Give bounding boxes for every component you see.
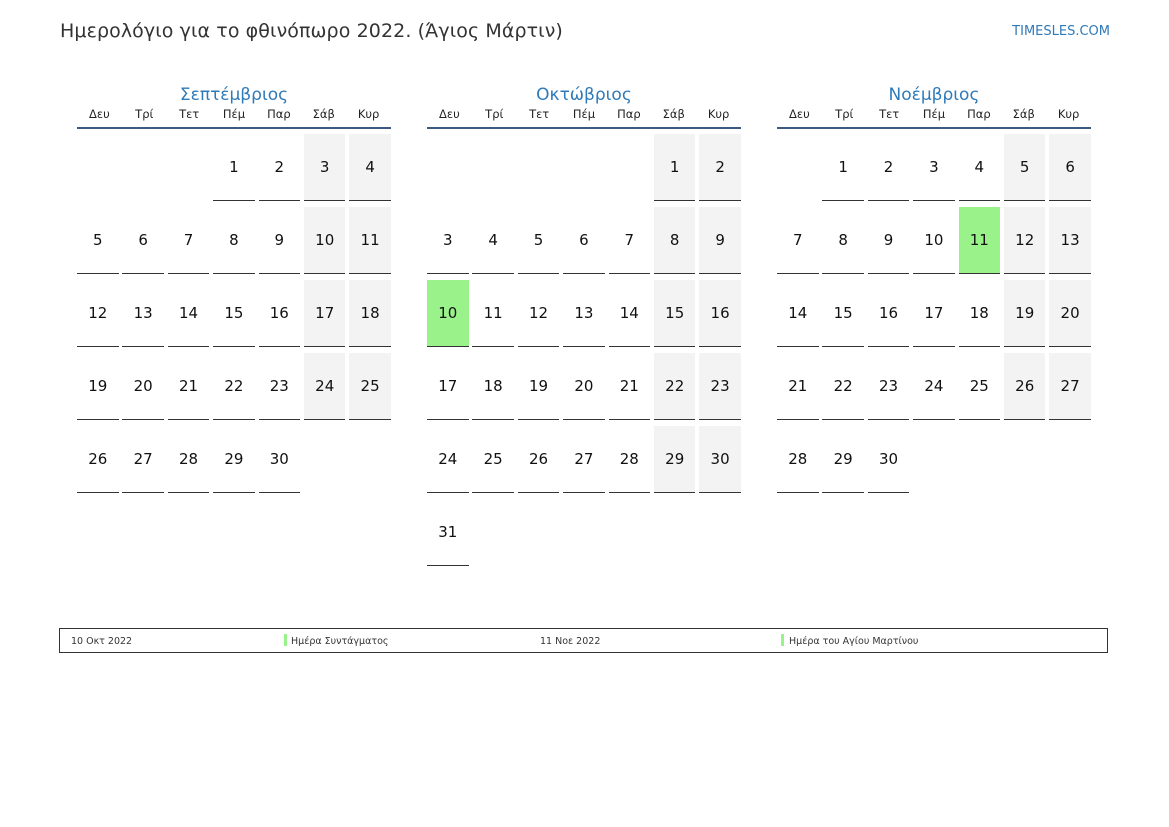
legend-date: 10 Οκτ 2022 [71, 636, 133, 647]
day-cell: 20 [563, 353, 605, 420]
day-cell: 5 [518, 207, 560, 274]
empty-cell [77, 134, 119, 201]
day-cell: 6 [1049, 134, 1091, 201]
day-cell: 29 [654, 426, 696, 493]
day-cell: 14 [168, 280, 210, 347]
empty-cell [563, 134, 605, 201]
day-cell: 3 [304, 134, 346, 201]
days-grid [777, 134, 1091, 493]
day-cell: 4 [472, 207, 514, 274]
day-cell: 26 [1004, 353, 1046, 420]
empty-cell [427, 134, 469, 201]
weekday-label: Πέμ [922, 107, 946, 121]
day-cell: 19 [1004, 280, 1046, 347]
day-cell: 1 [822, 134, 864, 201]
day-cell: 21 [777, 353, 819, 420]
day-cell: 19 [518, 353, 560, 420]
day-cell: 30 [699, 426, 741, 493]
day-cell: 8 [213, 207, 255, 274]
weekday-label: Τετ [179, 107, 200, 121]
month-october [427, 82, 741, 566]
day-cell: 17 [913, 280, 955, 347]
day-cell: 25 [349, 353, 391, 420]
day-cell: 9 [259, 207, 301, 274]
day-cell: 21 [609, 353, 651, 420]
day-cell: 7 [168, 207, 210, 274]
day-cell: 2 [699, 134, 741, 201]
weekday-label: Παρ [267, 107, 291, 121]
empty-cell [518, 134, 560, 201]
weekday-label: Κυρ [1057, 107, 1080, 121]
days-grid [427, 134, 741, 566]
day-cell: 7 [777, 207, 819, 274]
month-september [77, 82, 391, 493]
day-cell: 23 [699, 353, 741, 420]
day-cell: 16 [868, 280, 910, 347]
day-cell: 26 [518, 426, 560, 493]
day-cell: 22 [654, 353, 696, 420]
day-cell: 6 [563, 207, 605, 274]
weekday-label: Σάβ [312, 107, 335, 121]
weekday-label: Σάβ [662, 107, 685, 121]
day-cell: 8 [654, 207, 696, 274]
day-cell: 22 [213, 353, 255, 420]
weekday-label: Τρί [135, 107, 154, 121]
holiday-color-marker [284, 634, 287, 646]
day-cell: 28 [777, 426, 819, 493]
weekday-header [427, 108, 741, 129]
day-cell: 18 [472, 353, 514, 420]
weekday-label: Τετ [879, 107, 900, 121]
day-cell: 11 [349, 207, 391, 274]
weekday-label: Κυρ [707, 107, 730, 121]
day-cell: 5 [1004, 134, 1046, 201]
weekday-label: Πέμ [572, 107, 596, 121]
day-cell: 31 [427, 499, 469, 566]
day-cell: 1 [654, 134, 696, 201]
empty-cell [472, 134, 514, 201]
empty-cell [122, 134, 164, 201]
day-cell: 27 [563, 426, 605, 493]
legend-date: 11 Νοε 2022 [540, 636, 601, 647]
day-cell: 2 [259, 134, 301, 201]
day-cell: 13 [122, 280, 164, 347]
day-cell: 2 [868, 134, 910, 201]
day-cell: 13 [1049, 207, 1091, 274]
day-cell: 17 [427, 353, 469, 420]
weekday-label: Κυρ [357, 107, 380, 121]
day-cell: 19 [77, 353, 119, 420]
day-cell: 7 [609, 207, 651, 274]
day-cell: 24 [913, 353, 955, 420]
day-cell: 5 [77, 207, 119, 274]
day-cell: 9 [699, 207, 741, 274]
day-cell: 16 [699, 280, 741, 347]
day-cell: 30 [868, 426, 910, 493]
day-cell: 4 [349, 134, 391, 201]
day-cell: 24 [304, 353, 346, 420]
weekday-label: Τρί [485, 107, 504, 121]
day-cell: 15 [654, 280, 696, 347]
day-cell: 3 [913, 134, 955, 201]
day-cell: 24 [427, 426, 469, 493]
day-cell: 12 [77, 280, 119, 347]
day-cell: 13 [563, 280, 605, 347]
holiday-legend [59, 628, 1108, 653]
day-cell: 30 [259, 426, 301, 493]
day-cell: 27 [122, 426, 164, 493]
day-cell: 23 [868, 353, 910, 420]
weekday-header [777, 108, 1091, 129]
holiday-color-marker [781, 634, 784, 646]
day-cell: 21 [168, 353, 210, 420]
weekday-label: Τρί [835, 107, 854, 121]
weekday-label: Δευ [789, 107, 810, 121]
days-grid [77, 134, 391, 493]
day-cell: 18 [959, 280, 1001, 347]
day-cell: 18 [349, 280, 391, 347]
empty-cell [609, 134, 651, 201]
day-cell: 12 [1004, 207, 1046, 274]
weekday-header [77, 108, 391, 129]
weekday-label: Παρ [617, 107, 641, 121]
page-title: Ημερολόγιο για το φθινόπωρο 2022. (Άγιος Μάρτιν) [60, 20, 563, 42]
legend-holiday-name: Ημέρα Συντάγματος [291, 636, 389, 647]
day-cell: 10 [304, 207, 346, 274]
month-title: Νοέμβριος [888, 85, 980, 105]
day-cell: 25 [959, 353, 1001, 420]
day-cell: 20 [1049, 280, 1091, 347]
weekday-label: Δευ [89, 107, 110, 121]
weekday-label: Πέμ [222, 107, 246, 121]
day-cell: 26 [77, 426, 119, 493]
day-cell: 22 [822, 353, 864, 420]
day-cell: 6 [122, 207, 164, 274]
day-cell: 3 [427, 207, 469, 274]
day-cell: 15 [822, 280, 864, 347]
day-cell: 28 [168, 426, 210, 493]
day-cell: 29 [213, 426, 255, 493]
day-cell: 27 [1049, 353, 1091, 420]
weekday-label: Τετ [529, 107, 550, 121]
day-cell: 14 [609, 280, 651, 347]
site-link[interactable]: TIMESLES.COM [1012, 24, 1110, 39]
day-cell: 15 [213, 280, 255, 347]
month-november [777, 82, 1091, 493]
day-cell: 25 [472, 426, 514, 493]
day-cell: 4 [959, 134, 1001, 201]
empty-cell [168, 134, 210, 201]
weekday-label: Δευ [439, 107, 460, 121]
day-cell: 28 [609, 426, 651, 493]
day-cell: 29 [822, 426, 864, 493]
day-cell: 8 [822, 207, 864, 274]
day-cell: 14 [777, 280, 819, 347]
weekday-label: Παρ [967, 107, 991, 121]
legend-holiday-name: Ημέρα του Αγίου Μαρτίνου [789, 636, 919, 647]
day-cell: 23 [259, 353, 301, 420]
month-title: Οκτώβριος [536, 85, 632, 105]
day-cell: 20 [122, 353, 164, 420]
empty-cell [777, 134, 819, 201]
day-cell: 12 [518, 280, 560, 347]
day-cell: 11 [472, 280, 514, 347]
weekday-label: Σάβ [1012, 107, 1035, 121]
holiday-day-cell: 11 [959, 207, 1001, 274]
day-cell: 1 [213, 134, 255, 201]
day-cell: 17 [304, 280, 346, 347]
day-cell: 10 [913, 207, 955, 274]
day-cell: 9 [868, 207, 910, 274]
month-title: Σεπτέμβριος [179, 85, 289, 105]
day-cell: 16 [259, 280, 301, 347]
holiday-day-cell: 10 [427, 280, 469, 347]
